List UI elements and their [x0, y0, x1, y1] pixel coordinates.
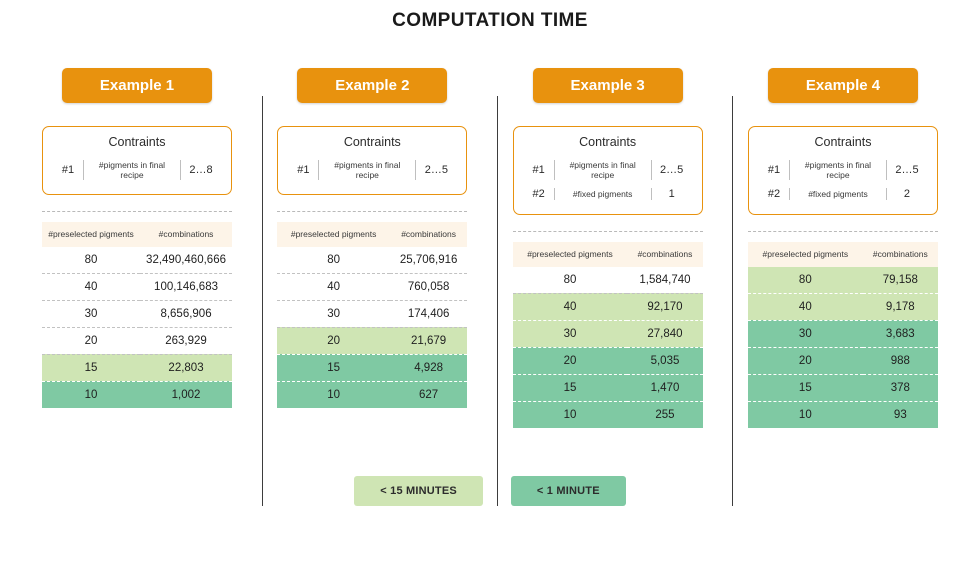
table-row	[748, 374, 938, 401]
table-row	[42, 327, 232, 354]
cell-combinations: 988	[863, 347, 938, 374]
example-column	[734, 38, 952, 468]
cell-combinations: 22,803	[140, 354, 232, 381]
constraints-box	[42, 126, 232, 195]
table-row	[42, 300, 232, 327]
example-badge[interactable]: Example 2	[297, 68, 447, 103]
cell-combinations: 79,158	[863, 267, 938, 294]
constraint-name: #pigments in final recipe	[569, 160, 636, 181]
section-divider	[42, 211, 232, 212]
cell-preselected-pigments: 20	[42, 327, 140, 354]
section-divider	[748, 231, 938, 232]
cell-preselected-pigments: 30	[513, 320, 628, 347]
constraint-value: 2…5	[424, 164, 448, 177]
page-title: COMPUTATION TIME	[392, 10, 588, 31]
constraints-box	[513, 126, 703, 215]
table-header-row	[42, 222, 232, 246]
cell-combinations: 760,058	[390, 273, 467, 300]
constraint-id: #1	[767, 164, 781, 177]
table-row	[277, 354, 467, 381]
examples-board	[0, 38, 980, 468]
header-preselected-pigments: #preselected pigments	[513, 242, 628, 266]
header-combinations: #combinations	[627, 242, 702, 266]
table-row	[748, 293, 938, 320]
header-combinations: #combinations	[863, 242, 938, 266]
combinations-table	[42, 222, 232, 408]
cell-combinations: 255	[627, 401, 702, 428]
constraint-row	[524, 156, 692, 184]
cell-combinations: 93	[863, 401, 938, 428]
table-row	[277, 273, 467, 300]
example-badge[interactable]: Example 4	[768, 68, 918, 103]
table-row	[748, 401, 938, 428]
cell-combinations: 9,178	[863, 293, 938, 320]
constraint-id: #2	[767, 188, 781, 201]
constraints-title: Contraints	[814, 135, 872, 149]
cell-combinations: 263,929	[140, 327, 232, 354]
cell-combinations: 1,470	[627, 374, 702, 401]
cell-combinations: 174,406	[390, 300, 467, 327]
cell-preselected-pigments: 40	[513, 293, 628, 320]
table-row	[277, 300, 467, 327]
constraint-row	[759, 156, 927, 184]
legend-under-1-minute: < 1 MINUTE	[511, 476, 626, 506]
example-column	[28, 38, 246, 468]
constraints-box	[277, 126, 467, 195]
constraint-row	[524, 184, 692, 204]
cell-combinations: 27,840	[627, 320, 702, 347]
constraint-id: #1	[61, 164, 75, 177]
constraints-title: Contraints	[579, 135, 637, 149]
constraint-row	[759, 184, 927, 204]
legend-under-15-minutes: < 15 MINUTES	[354, 476, 483, 506]
constraint-id: #2	[532, 188, 545, 201]
cell-preselected-pigments: 80	[513, 267, 628, 294]
header-preselected-pigments: #preselected pigments	[748, 242, 863, 266]
cell-preselected-pigments: 20	[513, 347, 628, 374]
constraint-value: 2…5	[660, 164, 684, 177]
combinations-table	[513, 242, 703, 428]
header-preselected-pigments: #preselected pigments	[42, 222, 140, 246]
table-row	[277, 381, 467, 408]
cell-preselected-pigments: 15	[277, 354, 390, 381]
cell-preselected-pigments: 30	[748, 320, 863, 347]
combinations-table	[277, 222, 467, 408]
cell-preselected-pigments: 10	[42, 381, 140, 408]
cell-preselected-pigments: 40	[42, 273, 140, 300]
cell-preselected-pigments: 30	[42, 300, 140, 327]
table-header-row	[277, 222, 467, 246]
cell-combinations: 1,002	[140, 381, 232, 408]
cell-preselected-pigments: 30	[277, 300, 390, 327]
cell-combinations: 4,928	[390, 354, 467, 381]
constraint-value: 2	[903, 188, 911, 201]
table-row	[513, 401, 703, 428]
constraints-title: Contraints	[343, 135, 401, 149]
cell-combinations: 100,146,683	[140, 273, 232, 300]
table-row	[42, 273, 232, 300]
header-combinations: #combinations	[140, 222, 232, 246]
section-divider	[277, 211, 467, 212]
table-row	[277, 247, 467, 274]
column-divider	[732, 96, 733, 506]
example-column	[499, 38, 717, 468]
cell-preselected-pigments: 10	[748, 401, 863, 428]
cell-combinations: 92,170	[627, 293, 702, 320]
table-row	[277, 327, 467, 354]
cell-combinations: 25,706,916	[390, 247, 467, 274]
table-row	[748, 267, 938, 294]
constraint-name: #pigments in final recipe	[334, 160, 401, 181]
cell-preselected-pigments: 40	[748, 293, 863, 320]
table-row	[513, 374, 703, 401]
cell-preselected-pigments: 80	[42, 247, 140, 274]
constraint-value: 2…8	[189, 164, 213, 177]
constraint-name: #fixed pigments	[572, 189, 633, 200]
table-row	[513, 293, 703, 320]
table-row	[513, 347, 703, 374]
header-combinations: #combinations	[390, 222, 467, 246]
table-header-row	[748, 242, 938, 266]
constraint-name: #pigments in final recipe	[98, 160, 166, 181]
example-column	[263, 38, 481, 468]
example-badge[interactable]: Example 3	[533, 68, 683, 103]
table-row	[513, 267, 703, 294]
cell-preselected-pigments: 15	[513, 374, 628, 401]
cell-combinations: 1,584,740	[627, 267, 702, 294]
table-row	[513, 320, 703, 347]
cell-preselected-pigments: 80	[277, 247, 390, 274]
cell-combinations: 8,656,906	[140, 300, 232, 327]
table-row	[42, 354, 232, 381]
table-row	[748, 347, 938, 374]
table-row	[42, 247, 232, 274]
constraint-name: #fixed pigments	[808, 189, 868, 200]
cell-combinations: 5,035	[627, 347, 702, 374]
header-preselected-pigments: #preselected pigments	[277, 222, 390, 246]
constraints-title: Contraints	[108, 135, 166, 149]
table-row	[748, 320, 938, 347]
cell-combinations: 627	[390, 381, 467, 408]
cell-preselected-pigments: 10	[513, 401, 628, 428]
constraint-name: #pigments in final recipe	[804, 160, 872, 181]
cell-preselected-pigments: 20	[277, 327, 390, 354]
legend	[0, 476, 980, 506]
constraints-box	[748, 126, 938, 215]
cell-preselected-pigments: 40	[277, 273, 390, 300]
cell-preselected-pigments: 20	[748, 347, 863, 374]
cell-combinations: 21,679	[390, 327, 467, 354]
cell-combinations: 32,490,460,666	[140, 247, 232, 274]
constraint-id: #1	[297, 164, 310, 177]
cell-preselected-pigments: 80	[748, 267, 863, 294]
constraint-row	[288, 156, 456, 184]
cell-preselected-pigments: 15	[748, 374, 863, 401]
table-row	[42, 381, 232, 408]
cell-combinations: 378	[863, 374, 938, 401]
table-header-row	[513, 242, 703, 266]
combinations-table	[748, 242, 938, 428]
constraint-value: 1	[668, 188, 675, 201]
section-divider	[513, 231, 703, 232]
constraint-value: 2…5	[895, 164, 919, 177]
cell-preselected-pigments: 10	[277, 381, 390, 408]
cell-combinations: 3,683	[863, 320, 938, 347]
constraint-id: #1	[532, 164, 545, 177]
example-badge[interactable]: Example 1	[62, 68, 212, 103]
cell-preselected-pigments: 15	[42, 354, 140, 381]
constraint-row	[53, 156, 221, 184]
